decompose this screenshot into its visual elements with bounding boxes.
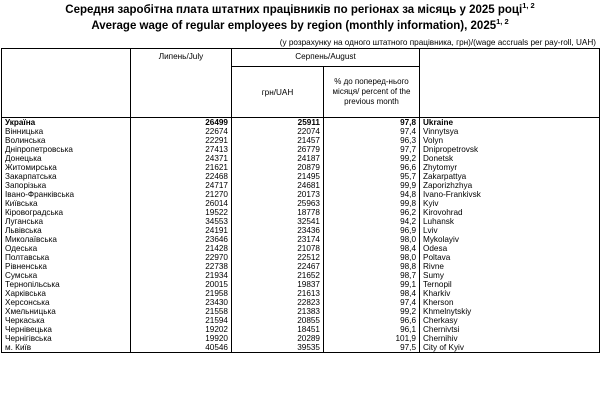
value-july: 27413 (131, 145, 232, 154)
region-uk: Одеська (2, 244, 131, 253)
value-percent: 96,3 (324, 136, 420, 145)
value-percent: 94,8 (324, 190, 420, 199)
value-august: 22512 (232, 253, 324, 262)
region-en: Poltava (420, 253, 600, 262)
region-en: Kirovohrad (420, 208, 600, 217)
region-en: Volyn (420, 136, 600, 145)
value-august: 21078 (232, 244, 324, 253)
region-en: Kharkiv (420, 289, 600, 298)
value-july: 19202 (131, 325, 232, 334)
value-july: 26014 (131, 199, 232, 208)
table-row (2, 199, 600, 208)
region-uk: Івано-Франківська (2, 190, 131, 199)
units-note: (у розрахунку на одного штатного працівника, грн)/(wage accruals per pay-roll, UAH) (279, 38, 596, 47)
region-en: Kherson (420, 298, 600, 307)
value-august: 24681 (232, 181, 324, 190)
table-row (2, 172, 600, 181)
region-uk: Хмельницька (2, 307, 131, 316)
table-row (2, 280, 600, 289)
table-row (2, 298, 600, 307)
region-en: Rivne (420, 262, 600, 271)
region-en: Khmelnytskiy (420, 307, 600, 316)
value-percent: 101,9 (324, 334, 420, 343)
region-en: Ivano-Frankivsk (420, 190, 600, 199)
table-row (2, 226, 600, 235)
value-july: 24371 (131, 154, 232, 163)
region-uk: Чернівецька (2, 325, 131, 334)
region-en: Vinnytsya (420, 127, 600, 136)
region-en: City of Kyiv (420, 343, 600, 353)
table-row (2, 145, 600, 154)
value-july: 21270 (131, 190, 232, 199)
value-percent: 98,4 (324, 289, 420, 298)
value-august: 18451 (232, 325, 324, 334)
region-en: Kyiv (420, 199, 600, 208)
value-percent: 96,1 (324, 325, 420, 334)
value-percent: 99,2 (324, 154, 420, 163)
table-row (2, 343, 600, 353)
value-august: 20289 (232, 334, 324, 343)
value-august: 23436 (232, 226, 324, 235)
table-row (2, 253, 600, 262)
region-en: Chernihiv (420, 334, 600, 343)
value-july: 20015 (131, 280, 232, 289)
title-english (0, 18, 600, 34)
header-august: Серпень/August (232, 49, 420, 67)
value-july: 19522 (131, 208, 232, 217)
value-august: 23174 (232, 235, 324, 244)
header-region-uk (2, 49, 131, 118)
value-july: 21594 (131, 316, 232, 325)
region-uk: Вінницька (2, 127, 131, 136)
value-july: 21958 (131, 289, 232, 298)
value-july: 40546 (131, 343, 232, 353)
wage-table (1, 48, 600, 353)
value-july: 21428 (131, 244, 232, 253)
value-august: 26779 (232, 145, 324, 154)
value-percent: 96,9 (324, 226, 420, 235)
title-uk-footnote: 1, 2 (522, 1, 535, 11)
value-july: 24191 (131, 226, 232, 235)
value-percent: 99,9 (324, 181, 420, 190)
title-en-text: Average wage of regular employees by region (monthly information), 2025 (91, 20, 497, 32)
value-percent: 96,2 (324, 208, 420, 217)
table-row (2, 163, 600, 172)
value-percent: 94,2 (324, 217, 420, 226)
value-july: 23430 (131, 298, 232, 307)
header-row (2, 49, 600, 67)
table-row (2, 334, 600, 343)
value-july: 22291 (131, 136, 232, 145)
table-row (2, 136, 600, 145)
region-uk: Донецька (2, 154, 131, 163)
header-percent: % до поперед-нього місяця/ percent of the previous month (324, 67, 420, 118)
value-august: 21383 (232, 307, 324, 316)
region-en: Odesa (420, 244, 600, 253)
value-august: 39535 (232, 343, 324, 353)
value-percent: 95,7 (324, 172, 420, 181)
value-percent: 97,5 (324, 343, 420, 353)
value-july: 22970 (131, 253, 232, 262)
table-row (2, 127, 600, 136)
table-row (2, 316, 600, 325)
region-en: Cherkasy (420, 316, 600, 325)
value-percent: 99,8 (324, 199, 420, 208)
value-august: 21457 (232, 136, 324, 145)
value-august: 22467 (232, 262, 324, 271)
value-august: 20855 (232, 316, 324, 325)
region-uk: Дніпропетровська (2, 145, 131, 154)
value-august: 24187 (232, 154, 324, 163)
region-en: Ternopil (420, 280, 600, 289)
region-uk: Україна (2, 118, 131, 128)
region-en: Zhytomyr (420, 163, 600, 172)
region-uk: Черкаська (2, 316, 131, 325)
value-percent: 96,6 (324, 316, 420, 325)
region-uk: Харківська (2, 289, 131, 298)
value-percent: 97,8 (324, 118, 420, 128)
value-july: 21621 (131, 163, 232, 172)
value-percent: 98,0 (324, 253, 420, 262)
value-august: 22823 (232, 298, 324, 307)
region-uk: Чернігівська (2, 334, 131, 343)
region-uk: Сумська (2, 271, 131, 280)
value-percent: 97,4 (324, 298, 420, 307)
value-july: 21558 (131, 307, 232, 316)
value-august: 21652 (232, 271, 324, 280)
table-row (2, 244, 600, 253)
table-row (2, 190, 600, 199)
region-en: Sumy (420, 271, 600, 280)
table-row (2, 154, 600, 163)
value-july: 22468 (131, 172, 232, 181)
value-july: 22674 (131, 127, 232, 136)
value-july: 23646 (131, 235, 232, 244)
value-august: 22074 (232, 127, 324, 136)
table-row (2, 208, 600, 217)
table-row (2, 262, 600, 271)
value-august: 20173 (232, 190, 324, 199)
value-percent: 98,8 (324, 262, 420, 271)
header-region-en (420, 49, 600, 118)
value-july: 19920 (131, 334, 232, 343)
value-july: 24717 (131, 181, 232, 190)
title-uk-text: Середня заробітна плата штатних працівників по регіонах за місяць у 2025 році (65, 4, 523, 16)
value-august: 32541 (232, 217, 324, 226)
table-row (2, 181, 600, 190)
region-en: Luhansk (420, 217, 600, 226)
region-en: Mykolayiv (420, 235, 600, 244)
region-uk: Волинська (2, 136, 131, 145)
region-uk: Миколаївська (2, 235, 131, 244)
value-august: 21495 (232, 172, 324, 181)
value-percent: 99,2 (324, 307, 420, 316)
title-ukrainian (0, 2, 600, 18)
value-august: 21613 (232, 289, 324, 298)
table-row (2, 325, 600, 334)
table-row (2, 271, 600, 280)
region-uk: Тернопільська (2, 280, 131, 289)
region-en: Chernivtsi (420, 325, 600, 334)
region-en: Ukraine (420, 118, 600, 128)
region-uk: Львівська (2, 226, 131, 235)
value-percent: 98,7 (324, 271, 420, 280)
title-en-footnote: 1, 2 (496, 17, 509, 27)
table-row (2, 289, 600, 298)
table-row (2, 307, 600, 316)
value-august: 19837 (232, 280, 324, 289)
value-percent: 98,0 (324, 235, 420, 244)
region-uk: Кіровоградська (2, 208, 131, 217)
value-percent: 97,7 (324, 145, 420, 154)
region-en: Zaporizhzhya (420, 181, 600, 190)
table-row (2, 235, 600, 244)
value-july: 21934 (131, 271, 232, 280)
header-july: Липень/July (131, 49, 232, 118)
value-july: 26499 (131, 118, 232, 128)
region-en: Zakarpattya (420, 172, 600, 181)
value-august: 20879 (232, 163, 324, 172)
region-uk: Рівненська (2, 262, 131, 271)
value-percent: 98,4 (324, 244, 420, 253)
value-august: 25963 (232, 199, 324, 208)
region-en: Donetsk (420, 154, 600, 163)
value-august: 18778 (232, 208, 324, 217)
region-uk: Полтавська (2, 253, 131, 262)
value-july: 22738 (131, 262, 232, 271)
value-august: 25911 (232, 118, 324, 128)
header-uah: грн/UAH (232, 67, 324, 118)
region-uk: Луганська (2, 217, 131, 226)
region-uk: м. Київ (2, 343, 131, 353)
region-uk: Закарпатська (2, 172, 131, 181)
region-en: Lviv (420, 226, 600, 235)
region-en: Dnipropetrovsk (420, 145, 600, 154)
table-row (2, 217, 600, 226)
region-uk: Херсонська (2, 298, 131, 307)
value-percent: 96,6 (324, 163, 420, 172)
total-row (2, 118, 600, 128)
region-uk: Житомирська (2, 163, 131, 172)
value-july: 34553 (131, 217, 232, 226)
value-percent: 99,1 (324, 280, 420, 289)
value-percent: 97,4 (324, 127, 420, 136)
region-uk: Запорізька (2, 181, 131, 190)
region-uk: Київська (2, 199, 131, 208)
